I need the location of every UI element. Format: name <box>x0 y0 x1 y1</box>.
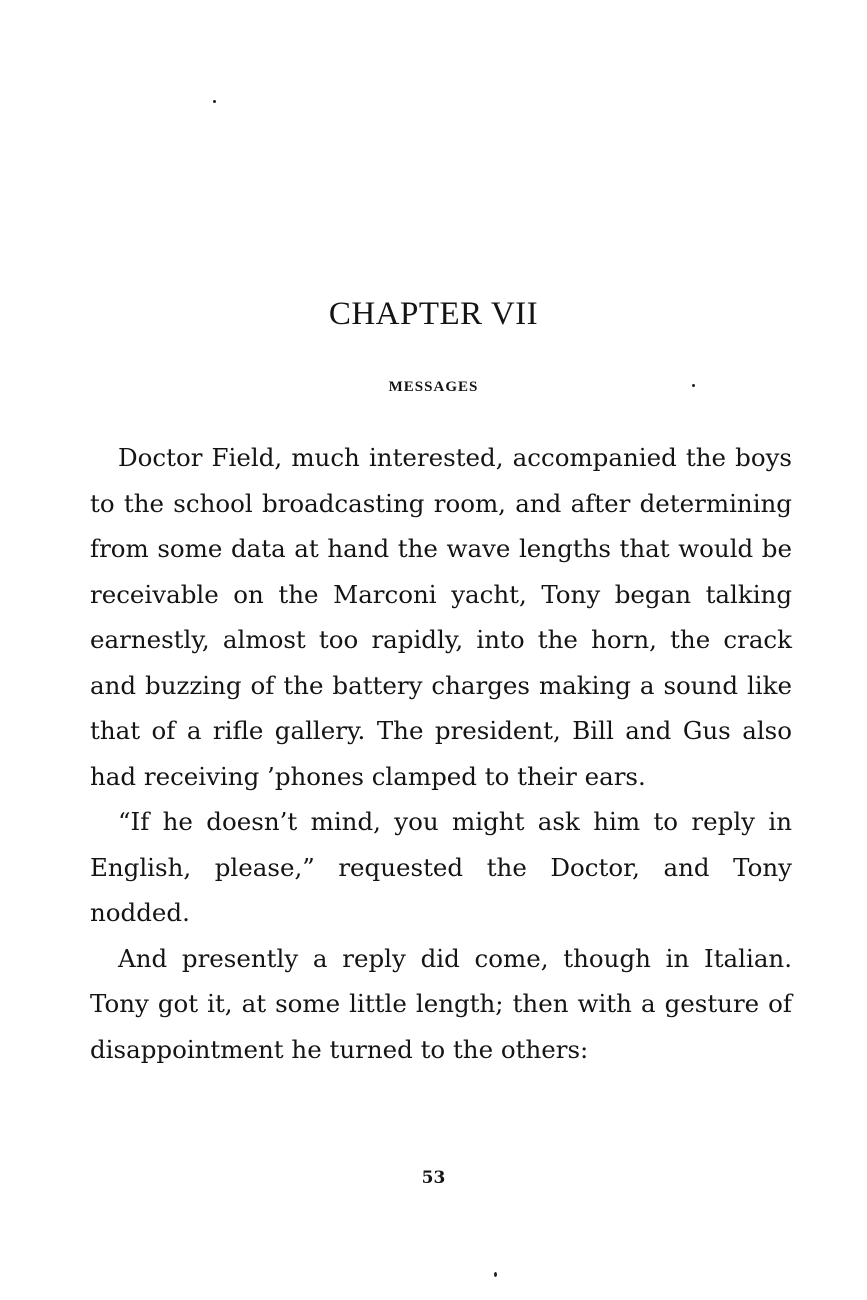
ink-speck <box>494 1272 497 1277</box>
paragraph: Doctor Field, much interested, accompanied the boys to the school broadcasting room, and after determining from some data at hand the wave lengths that would be receivable on the Marconi yacht, Tony began talking earnestly, almost too rapidly, into the horn, the crack and buzzing of the battery charges making a sound like that of a rifle gallery. The president, Bill and Gus also had receiving ’phones clamped to their ears. <box>90 443 792 791</box>
chapter-title: CHAPTER VII <box>328 296 539 332</box>
chapter-subtitle: MESSAGES <box>388 379 479 395</box>
page-number: 53 <box>421 1168 446 1188</box>
paragraph: And presently a reply did come, though in Italian. Tony got it, at some little length; then with a gesture of disappointment he turned to the others: <box>90 943 792 1064</box>
chapter-body <box>90 435 792 1072</box>
ink-speck <box>213 100 216 103</box>
paragraph: “If he doesn’t mind, you might ask him to reply in English, please,” requested the Doctor, and Tony nodded. <box>90 807 792 927</box>
